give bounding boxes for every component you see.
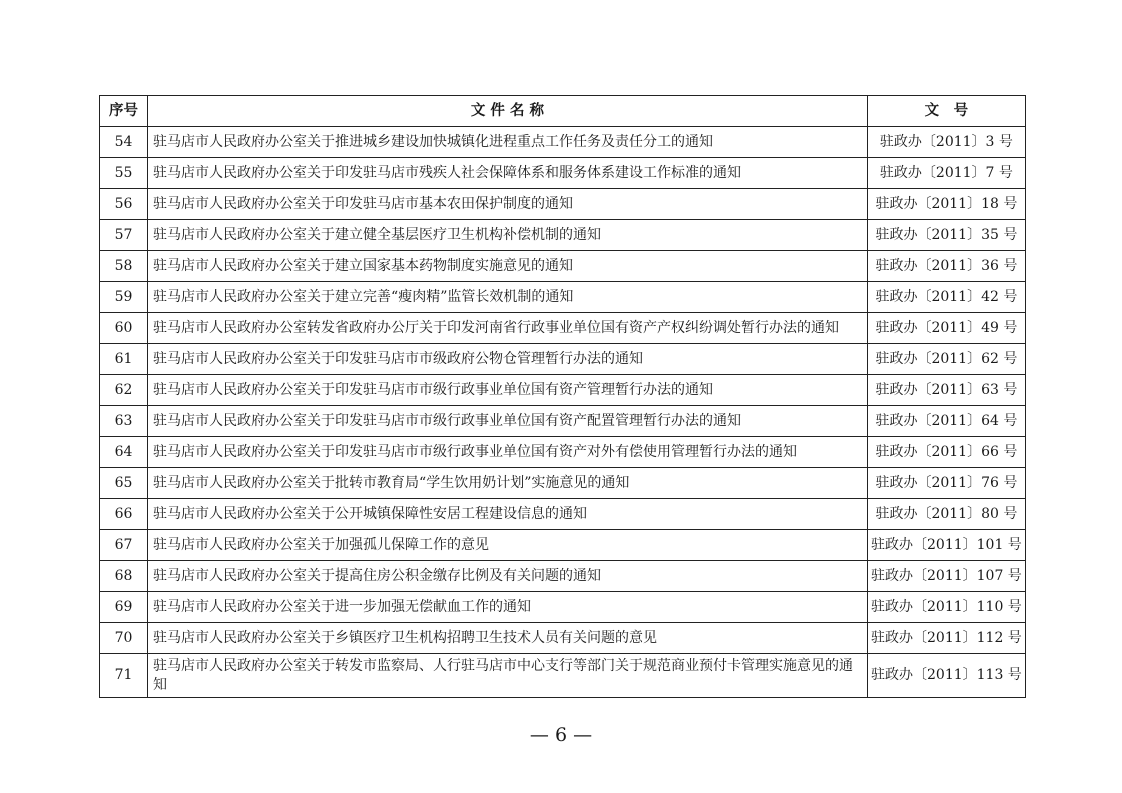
row-document-title: 驻马店市人民政府办公室关于建立国家基本药物制度实施意见的通知: [148, 251, 868, 282]
table-row: [100, 592, 1026, 623]
table-row: [100, 623, 1026, 654]
row-document-number: 驻政办〔2011〕76 号: [867, 468, 1025, 499]
row-document-title: 驻马店市人民政府办公室关于批转市教育局“学生饮用奶计划”实施意见的通知: [148, 468, 868, 499]
row-serial-number: 65: [100, 468, 148, 499]
row-serial-number: 68: [100, 561, 148, 592]
row-document-title: 驻马店市人民政府办公室关于转发市监察局、人行驻马店市中心支行等部门关于规范商业预付卡管理实施意见的通知: [148, 654, 868, 698]
row-document-title: 驻马店市人民政府办公室关于印发驻马店市市级行政事业单位国有资产对外有偿使用管理暂行办法的通知: [148, 437, 868, 468]
header-document-title: 文 件 名 称: [148, 96, 868, 127]
row-serial-number: 62: [100, 375, 148, 406]
row-document-number: 驻政办〔2011〕42 号: [867, 282, 1025, 313]
table-row: [100, 251, 1026, 282]
table-row: [100, 189, 1026, 220]
row-document-title: 驻马店市人民政府办公室关于印发驻马店市市级行政事业单位国有资产管理暂行办法的通知: [148, 375, 868, 406]
document-table: [99, 95, 1026, 698]
row-serial-number: 58: [100, 251, 148, 282]
row-serial-number: 63: [100, 406, 148, 437]
row-document-title: 驻马店市人民政府办公室关于建立健全基层医疗卫生机构补偿机制的通知: [148, 220, 868, 251]
row-serial-number: 64: [100, 437, 148, 468]
table-row: [100, 654, 1026, 698]
table-row: [100, 313, 1026, 344]
row-document-title: 驻马店市人民政府办公室关于公开城镇保障性安居工程建设信息的通知: [148, 499, 868, 530]
row-document-title: 驻马店市人民政府办公室转发省政府办公厅关于印发河南省行政事业单位国有资产产权纠纷调处暂行办法的通知: [148, 313, 868, 344]
table-row: [100, 220, 1026, 251]
page-number: — 6 —: [529, 724, 593, 746]
row-serial-number: 67: [100, 530, 148, 561]
row-serial-number: 59: [100, 282, 148, 313]
row-serial-number: 69: [100, 592, 148, 623]
table-row: [100, 499, 1026, 530]
row-serial-number: 56: [100, 189, 148, 220]
row-serial-number: 57: [100, 220, 148, 251]
row-document-title: 驻马店市人民政府办公室关于印发驻马店市残疾人社会保障体系和服务体系建设工作标准的通知: [148, 158, 868, 189]
row-serial-number: 54: [100, 127, 148, 158]
row-document-title: 驻马店市人民政府办公室关于推进城乡建设加快城镇化进程重点工作任务及责任分工的通知: [148, 127, 868, 158]
table-row: [100, 561, 1026, 592]
row-document-number: 驻政办〔2011〕110 号: [867, 592, 1025, 623]
row-document-title: 驻马店市人民政府办公室关于建立完善“瘦肉精”监管长效机制的通知: [148, 282, 868, 313]
row-document-number: 驻政办〔2011〕62 号: [867, 344, 1025, 375]
row-document-title: 驻马店市人民政府办公室关于印发驻马店市市级行政事业单位国有资产配置管理暂行办法的通知: [148, 406, 868, 437]
table-row: [100, 437, 1026, 468]
header-serial-number: 序号: [100, 96, 148, 127]
row-serial-number: 60: [100, 313, 148, 344]
row-document-number: 驻政办〔2011〕107 号: [867, 561, 1025, 592]
row-document-number: 驻政办〔2011〕64 号: [867, 406, 1025, 437]
row-document-number: 驻政办〔2011〕66 号: [867, 437, 1025, 468]
row-serial-number: 71: [100, 654, 148, 698]
table-body: [100, 127, 1026, 698]
row-document-number: 驻政办〔2011〕63 号: [867, 375, 1025, 406]
table-row: [100, 468, 1026, 499]
row-serial-number: 66: [100, 499, 148, 530]
row-document-title: 驻马店市人民政府办公室关于提高住房公积金缴存比例及有关问题的通知: [148, 561, 868, 592]
table-row: [100, 344, 1026, 375]
table-header-row: [100, 96, 1026, 127]
row-document-number: 驻政办〔2011〕3 号: [867, 127, 1025, 158]
table-row: [100, 282, 1026, 313]
table-row: [100, 158, 1026, 189]
table-row: [100, 127, 1026, 158]
table-row: [100, 406, 1026, 437]
row-document-number: 驻政办〔2011〕112 号: [867, 623, 1025, 654]
header-document-number: 文 号: [867, 96, 1025, 127]
row-document-number: 驻政办〔2011〕113 号: [867, 654, 1025, 698]
row-serial-number: 55: [100, 158, 148, 189]
row-document-number: 驻政办〔2011〕7 号: [867, 158, 1025, 189]
table-row: [100, 375, 1026, 406]
row-document-title: 驻马店市人民政府办公室关于印发驻马店市市级政府公物仓管理暂行办法的通知: [148, 344, 868, 375]
row-document-number: 驻政办〔2011〕36 号: [867, 251, 1025, 282]
row-serial-number: 61: [100, 344, 148, 375]
row-document-title: 驻马店市人民政府办公室关于乡镇医疗卫生机构招聘卫生技术人员有关问题的意见: [148, 623, 868, 654]
row-document-number: 驻政办〔2011〕18 号: [867, 189, 1025, 220]
table-row: [100, 530, 1026, 561]
row-document-title: 驻马店市人民政府办公室关于加强孤儿保障工作的意见: [148, 530, 868, 561]
row-document-title: 驻马店市人民政府办公室关于印发驻马店市基本农田保护制度的通知: [148, 189, 868, 220]
row-document-title: 驻马店市人民政府办公室关于进一步加强无偿献血工作的通知: [148, 592, 868, 623]
row-document-number: 驻政办〔2011〕35 号: [867, 220, 1025, 251]
row-document-number: 驻政办〔2011〕49 号: [867, 313, 1025, 344]
row-document-number: 驻政办〔2011〕80 号: [867, 499, 1025, 530]
row-serial-number: 70: [100, 623, 148, 654]
row-document-number: 驻政办〔2011〕101 号: [867, 530, 1025, 561]
